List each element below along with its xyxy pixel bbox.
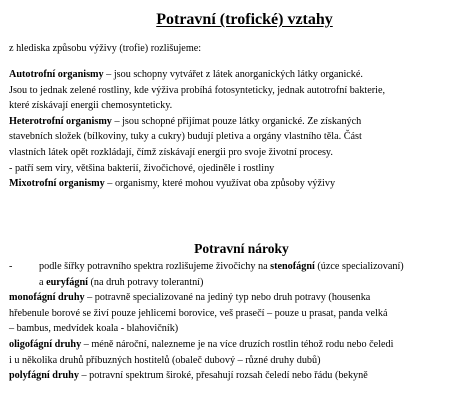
bullet-line2-pre: a: [39, 276, 47, 288]
mixotrophs-paragraph: [9, 176, 447, 192]
bullet-line2-post: (na druh potravy tolerantní): [87, 276, 204, 288]
oligophagous-text: – méně nároční, nalezneme je na více druzích rostlin téhož rodu nebo čeledi: [81, 338, 394, 350]
heterotrophs-line3: vlastních látek opět rozkládají, čímž získávají energii pro svoje životní procesy.: [9, 146, 333, 158]
bullet-line1: [39, 259, 404, 275]
heterotrophs-text: – jsou schopné přijímat pouze látky organické. Ze získaných: [111, 115, 362, 127]
bullet-text2: (úzce specializovaní): [314, 261, 404, 272]
bullet-text: podle šířky potravního spektra rozlišujeme živočichy na: [39, 261, 271, 272]
mixotrophs-text: – organismy, které mohou využívat oba způsoby výživy: [104, 178, 336, 190]
food-requirements-section: [9, 259, 447, 384]
stenophagous-term: stenofágní: [270, 261, 315, 272]
oligophagous-term: oligofágní druhy: [9, 338, 82, 350]
autotrophs-line3: které získávají energii chemosynteticky.: [9, 100, 173, 112]
page-title: Potravní (trofické) vztahy: [156, 11, 333, 28]
bullet-line2: [9, 275, 447, 291]
autotrophs-term: Autotrofní organismy: [9, 69, 104, 80]
euryphagous-term: euryfágní: [46, 276, 88, 288]
heterotrophs-term: Heterotrofní organismy: [9, 115, 112, 127]
heterotrophs-line2: stavebních složek (bílkoviny, tuky a cukry) budují pletiva a orgány vlastního těla. Část: [9, 131, 362, 143]
polyphagous-text: – potravní spektrum široké, přesahují rozsah čeledí nebo řádu (bekyně: [78, 370, 368, 382]
monophagous-term: monofágní druhy: [9, 292, 85, 304]
monophagous-text: – potravně specializované na jediný typ nebo druh potravy (housenka: [84, 292, 371, 304]
autotrophs-text: – jsou schopny vytvářet z látek anorganických látky organické.: [103, 69, 363, 80]
heterotrophs-paragraph: [9, 114, 447, 176]
mixotrophs-term: Mixotrofní organismy: [9, 178, 105, 190]
monophagous-line3: – bambus, medvídek koala - blahovičník): [9, 323, 179, 335]
polyphagous-paragraph: [9, 368, 447, 384]
bullet-dash: -: [9, 261, 13, 272]
oligophagous-paragraph: [9, 337, 447, 368]
polyphagous-term: polyfágní druhy: [9, 370, 79, 382]
oligophagous-line2: i u několika druhů příbuzných hostitelů (obaleč dubový – různé druhy dubů): [9, 354, 321, 366]
monophagous-line2: hřebenule borové se živí pouze jehlicemi borovice, veš prasečí – pouze u prasat, panda velká: [9, 307, 388, 319]
trophy-types-section: [9, 67, 447, 192]
heterotrophs-line4: - patří sem viry, většina bakterií, živočichové, ojediněle i rostliny: [9, 162, 275, 174]
autotrophs-line2: Jsou to jednak zelené rostliny, kde výživa probíhá fotosynteticky, jednak autotrofní bakterie,: [9, 84, 386, 96]
section-heading: Potravní nároky: [194, 241, 289, 256]
list-item: [9, 259, 447, 275]
autotrophs-paragraph: [9, 67, 447, 114]
monophagous-paragraph: [9, 290, 447, 337]
intro-text: z hlediska způsobu výživy (trofie) rozlišujeme:: [9, 43, 202, 54]
